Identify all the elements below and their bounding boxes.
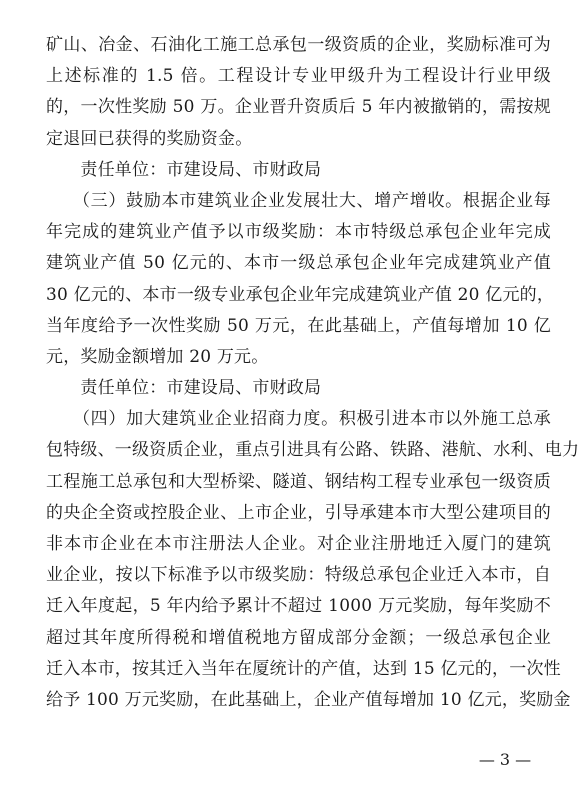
text-line: 建筑业产值 50 亿元的、本市一级总承包企业年完成建筑业产值 (46, 253, 551, 274)
responsible-unit-line: 责任单位：市建设局、市财政局 (46, 378, 322, 399)
text-line: 迁入年度起，5 年内给予累计不超过 1000 万元奖励，每年奖励不 (46, 596, 551, 617)
text-line: 年完成的建筑业产值予以市级奖励：本市特级总承包企业年完成 (46, 222, 551, 243)
text-line: 给予 100 万元奖励，在此基础上，企业产值每增加 10 亿元，奖励金 (46, 689, 571, 710)
text-line: 的央企全资或控股企业、上市企业，引导承建本市大型公建项目的 (46, 502, 551, 523)
text-line: 矿山、冶金、石油化工施工总承包一级资质的企业，奖励标准可为 (46, 35, 551, 55)
text-line: 非本市企业在本市注册法人企业。对企业注册地迁入厦门的建筑 (46, 534, 551, 554)
text-line: 超过其年度所得税和增值税地方留成部分金额；一级总承包企业 (46, 627, 551, 648)
text-line: 工程施工总承包和大型桥梁、隧道、钢结构工程专业承包一级资质 (46, 471, 551, 492)
text-line: 元，奖励金额增加 20 万元。 (46, 346, 269, 367)
text-line: 迁入本市，按其迁入当年在厦统计的产值，达到 15 亿元的，一次性 (46, 658, 561, 679)
text-line: 当年度给予一次性奖励 50 万元，在此基础上，产值每增加 10 亿 (46, 315, 551, 336)
text-line: 上述标准的 1.5 倍。工程设计专业甲级升为工程设计行业甲级 (46, 66, 551, 87)
text-line: 的，一次性奖励 50 万。企业晋升资质后 5 年内被撤销的，需按规 (46, 97, 551, 118)
body-text (46, 30, 579, 716)
text-line: 30 亿元的、本市一级专业承包企业年完成建筑业产值 20 亿元的， (46, 284, 555, 305)
text-line: （三）鼓励本市建筑业企业发展壮大、增产增收。根据企业每 (46, 190, 551, 211)
text-line: 定退回已获得的奖励资金。 (46, 128, 253, 149)
text-line: 业企业，按以下标准予以市级奖励：特级总承包企业迁入本市，自 (46, 565, 551, 586)
text-line: （四）加大建筑业企业招商力度。积极引进本市以外施工总承 (46, 409, 551, 430)
page-number: — 3 — (478, 750, 532, 769)
responsible-unit-line: 责任单位：市建设局、市财政局 (46, 159, 322, 180)
text-line: 包特级、一级资质企业，重点引进具有公路、铁路、港航、水利、电力 (46, 440, 579, 461)
